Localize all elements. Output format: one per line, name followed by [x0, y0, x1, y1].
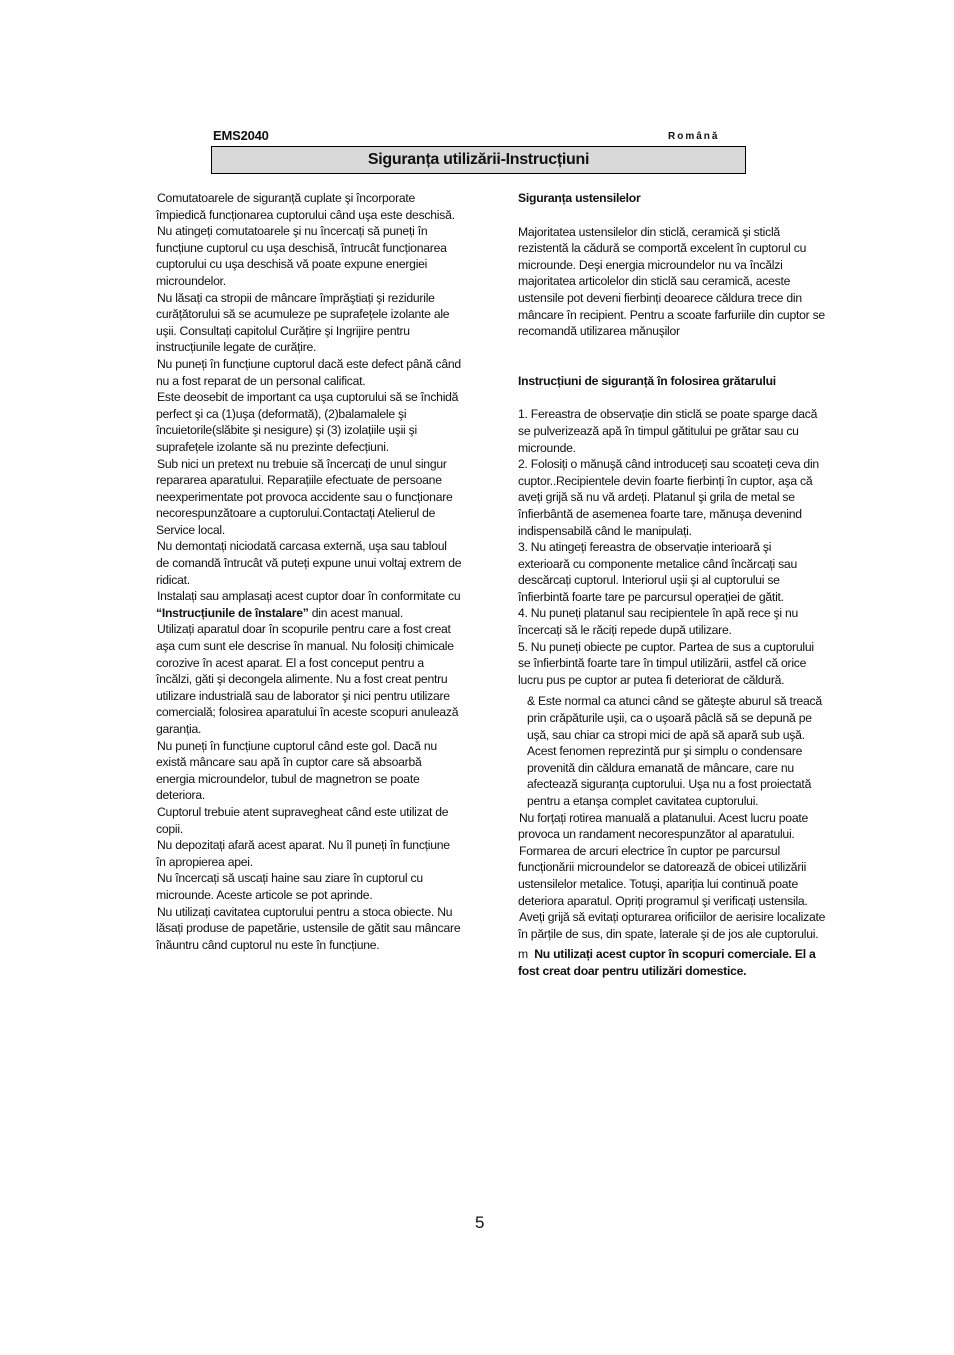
language-label: Română [668, 131, 720, 142]
safety-item-text: Aveți grijă să evitați opturarea orificiilor de aerisire localizate în părțile de sus, din spate, laterale şi de jos ale cuptorului. [518, 910, 826, 941]
safety-item-text: Nu încercați să uscați haine sau ziare în cuptorul cu microunde. Aceste articole se pot aprinde. [156, 871, 423, 902]
safety-item [156, 456, 462, 539]
commercial-use-warning [518, 946, 826, 979]
left-column [156, 190, 462, 953]
right-column [518, 190, 826, 980]
safety-item [156, 538, 462, 588]
install-item [156, 588, 462, 621]
safety-item [156, 223, 462, 289]
condensation-note: & Este normal ca atunci când se găteşte aburul să treacă prin crăpăturile uşii, ca o uşoară pâclă să se depună pe uşă, sau chiar ca stropi mici de apă să apară sub uşă. Acest fenomen reprezintă pur şi simplu o condensare provenită din căldura emanată de mâncare, care nu afectează siguranța cuptorului. Uşa nu a fost proiectată pentru a etanşa complet cavitatea cuptorului. [527, 694, 822, 808]
safety-item [518, 909, 826, 942]
safety-item-text: Nu atingeți comutatoarele şi nu încercați să puneți în funcțiune cuptorul cu uşa deschisă, întrucât funcționarea cuptorului cu uşa deschisă vă poate expune energiei microundelor. [156, 224, 447, 288]
model-label: EMS2040 [213, 128, 269, 143]
safety-item-text: Nu forțați rotirea manuală a platanului. Acest lucru poate provoca un randament necorespunzător al aparatului. [518, 810, 809, 842]
safety-item [518, 810, 826, 843]
safety-item-text: Nu lăsați ca stropii de mâncare împrăştiați şi rezidurile curățătorului să se acumuleze pe suprafețele izolante ale uşii. Consultați capitolul Curățire şi Ingrijire pentru instrucțiunile legate de curățire. [156, 290, 450, 355]
safety-item [156, 804, 462, 837]
warning-icon: m [518, 947, 528, 962]
safety-item [156, 389, 462, 455]
utensils-text: Majoritatea ustensilelor din sticlă, ceramică şi sticlă rezistentă la cădură se comportă excelent în cuptorul cu microunde. Deşi energia microundelor nu va încălzi majoritatea articolelor din sticlă sau ceramică, aceste ustensile pot deveni fierbinți deoarece căldura trece din mâncare în recipient. Pentru a scoate farfuriile din cuptor se recomandă utilizarea mănuşilor [518, 224, 825, 339]
safety-item-text: Formarea de arcuri electrice în cuptor pe parcursul funcționării microundelor se datorează de obicei utilizării ustensilelor metalice. Totuşi, apariția lui continuă poate deteriora aparatul. Opriți programul şi verificați ustensila. [518, 843, 808, 908]
safety-item [156, 837, 462, 870]
grill-item: 3. Nu atingeți fereastra de observație interioară şi exterioară cu componente metalice când încărcați sau descărcați cuptorul. Interiorul uşii şi al cuptorului se înfierbintă foarte tare pe parcursul operației de gătit. [518, 540, 797, 604]
safety-item-text: Comutatoarele de siguranță cuplate şi încorporate împiedică funcționarea cuptorului când uşa este deschisă. [156, 191, 455, 222]
warning-text: Nu utilizați acest cuptor în scopuri comerciale. El a fost creat doar pentru utilizări domestice. [518, 947, 816, 978]
safety-item-text: Sub nici un pretext nu trebuie să încercați de unul singur repararea aparatului. Reparațiile efectuate de persoane neexperimentate pot provoca accidente sau o funcționare necorespunzătoare a cuptorului.Contactați Atelierul de Service local. [156, 456, 453, 537]
safety-item [518, 843, 826, 909]
grill-item: 2. Folosiți o mănuşă când introduceți sau scoateți ceva din cuptor..Recipientele devin foarte fierbinți în cuptor, aşa că aveți grijă să nu vă ardeți. Platanul şi grila de metal se înfierbântă de asemenea foarte tare, mănuşa devenind indispensabilă când le manipulați. [518, 457, 819, 538]
safety-item [156, 290, 462, 356]
safety-item-text: Nu puneți în funcțiune cuptorul dacă este defect până când nu a fost reparat de un personal calificat. [156, 356, 461, 388]
safety-item [156, 870, 462, 903]
safety-item [156, 621, 462, 737]
grill-heading: Instrucțiuni de siguranță în folosirea grătarului [518, 373, 776, 388]
safety-item-text: Nu puneți în funcțiune cuptorul când este gol. Dacă nu există mâncare sau apă în cuptor care să absoarbă energia microundelor, tubul de magnetron se poate deteriora. [156, 738, 437, 803]
safety-item-text: Nu depozitați afară acest aparat. Nu îl puneți în funcțiune în apropierea apei. [156, 838, 450, 869]
safety-item-text: Cuptorul trebuie atent supravegheat când este utilizat de copii. [156, 804, 449, 836]
page-number: 5 [475, 1213, 485, 1232]
install-reference: “Instrucțiunile de înstalare” [156, 605, 309, 620]
safety-item-text: Nu demontați niciodată carcasa externă, uşa sau tabloul de comandă întrucât vă puteți expune unui voltaj extrem de ridicat. [156, 539, 462, 587]
safety-item [156, 190, 462, 223]
install-text-rest: din acest manual. [308, 605, 404, 620]
safety-item [156, 738, 462, 804]
safety-item-text: Nu utilizați cavitatea cuptorului pentru a stoca obiecte. Nu lăsați produse de papetărie, ustensile de gătit sau mâncare înăuntru când cuptorul nu este în funcțiune. [156, 904, 461, 952]
safety-item-text: Este deosebit de important ca uşa cuptorului să se închidă perfect şi ca (1)uşa (deformată), (2)balamalele şi încuietorile(slăbite şi nesigure) şi (3) izolațiile uşii şi suprafețele izolante să nu prezinte defecțiuni. [156, 390, 459, 454]
page-title: Siguranța utilizării-Instrucțiuni [211, 146, 746, 174]
grill-item: 5. Nu puneți obiecte pe cuptor. Partea de sus a cuptorului se înfierbintă foarte tare în timpul utilizării, astfel că orice lucru pus pe cuptor ar putea fi deteriorat de căldură. [518, 639, 814, 687]
grill-item: 1. Fereastra de observație din sticlă se poate sparge dacă se pulverizează apă în timpul gătitului pe grătar sau cu microunde. [518, 407, 818, 455]
grill-item: 4. Nu puneți platanul sau recipientele în apă rece şi nu încercați să le răciți repede după utilizare. [518, 606, 799, 638]
safety-item-text: Utilizați aparatul doar în scopurile pentru care a fost creat aşa cum sunt ele descrise în manual. Nu folosiți chimicale corozive în acest aparat. El a fost conceput pentru a încălzi, găti şi decongela alimente. Nu a fost creat pentru utilizare industrială sau de laborator şi nici pentru utilizare comercială; folosirea aparatului în aceste scopuri anulează garanția. [156, 622, 459, 736]
safety-item [156, 356, 462, 389]
utensils-heading: Siguranța ustensilelor [518, 191, 641, 205]
install-text: Instalați sau amplasați acest cuptor doar în conformitate cu [157, 589, 461, 604]
safety-item [156, 904, 462, 954]
